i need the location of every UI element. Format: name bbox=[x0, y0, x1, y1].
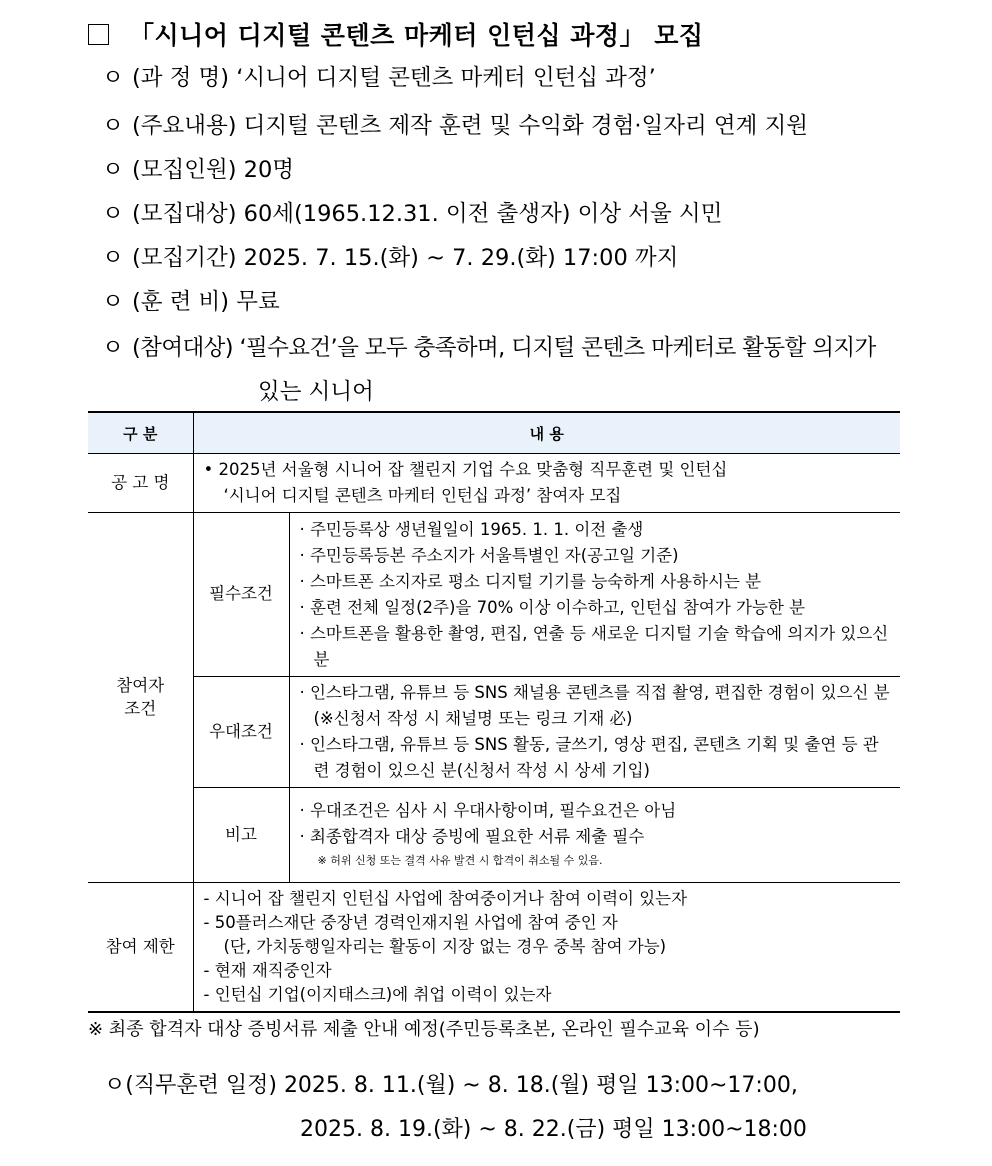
bullet-icon: ㅇ bbox=[102, 289, 124, 315]
list-item: · 스마트폰을 활용한 촬영, 편집, 연출 등 새로운 디지털 기술 학습에 의지가 있으신 분 bbox=[299, 623, 889, 669]
list-item: - 인턴십 기업(이지태스크)에 취업 이력이 있는자 bbox=[203, 985, 552, 1004]
bullet-icon: ㅇ bbox=[102, 201, 124, 227]
list-item: · 우대조건은 심사 시 우대사항이며, 필수요건은 아님 bbox=[299, 801, 677, 820]
summary-row-course-name bbox=[102, 60, 656, 92]
list-item: · 인스타그램, 유튜브 등 SNS 활동, 글쓰기, 영상 편집, 콘텐츠 기획 및 출연 등 관련 경험이 있으신 분(신청서 작성 시 상세 기입) bbox=[299, 735, 879, 780]
required-content bbox=[289, 513, 900, 677]
sub-label-remarks: 비고 bbox=[193, 788, 289, 883]
summary-row-target bbox=[102, 196, 722, 228]
summary-value: 2025. 7. 15.(화) ~ 7. 29.(화) 17:00 까지 bbox=[243, 245, 679, 271]
list-item: · 주민등록상 생년월일이 1965. 1. 1. 이전 출생 bbox=[299, 519, 644, 539]
header-category: 구 분 bbox=[88, 412, 193, 454]
list-item: · 최종합격자 대상 증빙에 필요한 서류 제출 필수 bbox=[299, 827, 645, 846]
summary-label: (모집인원) bbox=[132, 157, 237, 183]
list-item: · 훈련 전체 일정(2주)을 70% 이상 이수하고, 인턴십 참여가 가능한 분 bbox=[299, 597, 806, 617]
summary-eligibility-continuation: 있는 시니어 bbox=[258, 379, 374, 405]
table-row-remarks bbox=[88, 788, 900, 883]
summary-value: 20명 bbox=[243, 157, 295, 183]
summary-value: ‘필수요건’을 모두 충족하며, 디지털 콘텐츠 마케터로 활동할 의지가 bbox=[239, 335, 876, 361]
summary-row-period bbox=[102, 240, 678, 272]
schedule-line-2: 2025. 8. 19.(화) ~ 8. 22.(금) 평일 13:00~18:00 bbox=[300, 1117, 807, 1142]
notice-content bbox=[193, 454, 900, 513]
summary-value: 60세(1965.12.31. 이전 출생자) 이상 서울 시민 bbox=[243, 201, 723, 227]
notice-line: ‘시니어 디지털 콘텐츠 마케터 인턴십 과정’ 참여자 모집 bbox=[223, 486, 622, 505]
title-text: 「시니어 디지털 콘텐츠 마케터 인턴십 과정」 모집 bbox=[129, 21, 704, 50]
bullet-icon: ㅇ bbox=[102, 335, 124, 361]
row-label-restrictions: 참여 제한 bbox=[88, 883, 193, 1013]
list-item: - 현재 재직중인자 bbox=[203, 961, 332, 980]
list-item: (단, 가치동행일자리는 활동이 지장 없는 경우 중복 참여 가능) bbox=[223, 937, 667, 956]
bullet-icon: ㅇ bbox=[102, 157, 124, 183]
summary-row-content bbox=[102, 108, 808, 140]
summary-row-headcount bbox=[102, 152, 294, 184]
schedule-line-1 bbox=[104, 1068, 798, 1099]
remarks-content bbox=[289, 788, 900, 883]
summary-label: (모집대상) bbox=[132, 201, 237, 227]
footnote: ※ 최종 합격자 대상 증빙서류 제출 안내 예정(주민등록초본, 온라인 필수교육 이수 등) bbox=[88, 1019, 760, 1040]
bullet-icon: ㅇ bbox=[102, 65, 124, 91]
summary-value: 무료 bbox=[236, 289, 280, 315]
summary-row-fee bbox=[102, 284, 280, 316]
schedule-dates-1: 2025. 8. 11.(월) ~ 8. 18.(월) 평일 13:00~17:00, bbox=[283, 1073, 798, 1098]
summary-value: 디지털 콘텐츠 제작 훈련 및 수익화 경험·일자리 연계 지원 bbox=[243, 113, 808, 139]
table-row-notice bbox=[88, 454, 900, 513]
table-header-row bbox=[88, 412, 900, 454]
list-item: - 50플러스재단 중장년 경력인재지원 사업에 참여 중인 자 bbox=[203, 913, 618, 932]
header-content: 내 용 bbox=[193, 412, 900, 454]
summary-row-eligibility bbox=[102, 330, 876, 362]
summary-label: (모집기간) bbox=[132, 245, 237, 271]
bullet-icon: ㅇ bbox=[104, 1073, 126, 1098]
sub-label-preferred: 우대조건 bbox=[193, 677, 289, 788]
table-row-restrictions bbox=[88, 883, 900, 1013]
table-row-preferred bbox=[88, 677, 900, 788]
list-item: · 주민등록등본 주소지가 서울특별인 자(공고일 기준) bbox=[299, 545, 679, 565]
list-item: - 시니어 잡 챌린지 인턴십 사업에 참여중이거나 참여 이력이 있는자 bbox=[203, 889, 688, 908]
conditions-label-line: 조건 bbox=[124, 698, 157, 718]
summary-value: ‘시니어 디지털 콘텐츠 마케터 인턴십 과정’ bbox=[236, 65, 656, 91]
notice-line: • 2025년 서울형 시니어 잡 챌린지 기업 수요 맞춤형 직무훈련 및 인턴십 bbox=[203, 460, 728, 479]
row-label-notice: 공 고 명 bbox=[88, 454, 193, 513]
preferred-content bbox=[289, 677, 900, 788]
bullet-icon: ㅇ bbox=[102, 245, 124, 271]
bullet-icon: ㅇ bbox=[102, 113, 124, 139]
table-row-required bbox=[88, 513, 900, 677]
schedule-label: (직무훈련 일정) bbox=[125, 1073, 277, 1098]
summary-label: (과 정 명) bbox=[132, 65, 230, 91]
conditions-label-line: 참여자 bbox=[116, 676, 165, 696]
details-table bbox=[88, 411, 900, 1013]
remarks-note: ※ 허위 신청 또는 결격 사유 발견 시 합격이 취소될 수 있음. bbox=[317, 854, 603, 867]
row-label-conditions bbox=[88, 513, 193, 883]
summary-label: (참여대상) bbox=[132, 335, 233, 361]
list-item: · 인스타그램, 유튜브 등 SNS 채널용 콘텐츠를 직접 촬영, 편집한 경험이 있으신 분(※신청서 작성 시 채널명 또는 링크 기재 必) bbox=[299, 683, 890, 728]
list-item: · 스마트폰 소지자로 평소 디지털 기기를 능숙하게 사용하시는 분 bbox=[299, 571, 762, 591]
sub-label-required: 필수조건 bbox=[193, 513, 289, 677]
summary-label: (주요내용) bbox=[132, 113, 237, 139]
checkbox-square-icon bbox=[88, 24, 109, 45]
summary-label: (훈 련 비) bbox=[132, 289, 230, 315]
restrictions-content bbox=[193, 883, 900, 1013]
page-title bbox=[88, 16, 704, 52]
